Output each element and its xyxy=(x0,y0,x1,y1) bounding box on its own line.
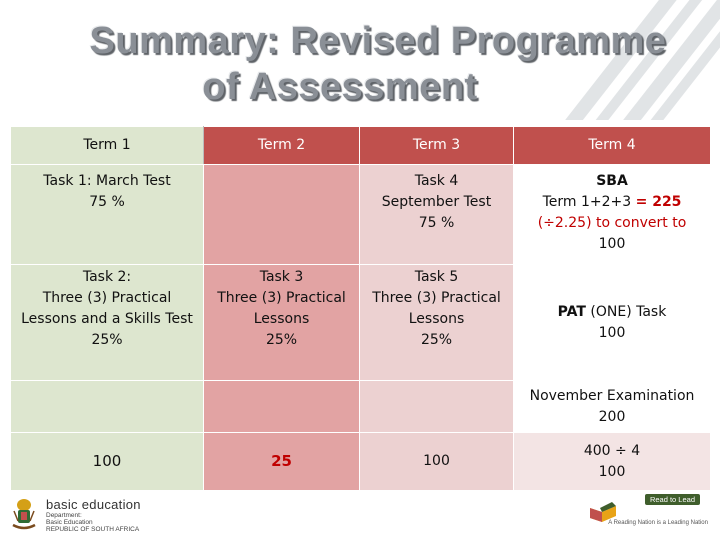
dept-label: Department: xyxy=(46,512,82,519)
task-3-desc-2: Lessons xyxy=(253,311,310,327)
table-row xyxy=(11,265,711,381)
tagline: A Reading Nation is a Leading Nation xyxy=(608,520,708,526)
title-line-1: Summary: Revised Programme xyxy=(89,20,667,62)
total-term-4 xyxy=(514,433,711,491)
task-1-weight: 75 % xyxy=(89,194,125,210)
coat-of-arms-icon xyxy=(10,497,38,533)
task-1-name: Task 1: March Test xyxy=(43,173,171,189)
assessment-table xyxy=(10,126,711,491)
total-term-2 xyxy=(204,433,360,491)
total-term-4-value: 100 xyxy=(598,463,626,480)
cell-term-2-empty xyxy=(204,165,360,265)
task-2-name: Task 2: xyxy=(82,269,132,285)
task-4-desc: September Test xyxy=(381,194,492,210)
cell-term-3-empty xyxy=(360,381,514,433)
cell-pat xyxy=(514,265,711,381)
brand-text: basic education xyxy=(46,497,141,512)
dbe-logo xyxy=(10,492,141,538)
totals-row xyxy=(11,433,711,491)
task-2-desc-2: Lessons and a Skills Test xyxy=(21,311,193,327)
task-3-desc-1: Three (3) Practical xyxy=(217,290,346,306)
sba-terms: Term 1+2+3 xyxy=(542,194,636,210)
header-term-4: Term 4 xyxy=(514,127,711,165)
header-term-2: Term 2 xyxy=(204,127,360,165)
task-2-desc-1: Three (3) Practical xyxy=(42,290,172,306)
exam-label: November Examination xyxy=(529,387,695,404)
cell-november-exam xyxy=(514,381,711,433)
dept-name: Basic Education xyxy=(46,519,93,526)
task-5-desc-1: Three (3) Practical xyxy=(372,290,501,306)
sba-total: = 225 xyxy=(635,194,682,210)
cell-term-1-empty xyxy=(11,381,204,433)
task-4-weight: 75 % xyxy=(418,215,455,231)
cell-task-3 xyxy=(204,265,360,381)
table-row xyxy=(11,381,711,433)
task-5-name: Task 5 xyxy=(414,269,459,285)
exam-value: 200 xyxy=(598,408,626,425)
sba-convert: (÷2.25) to convert to xyxy=(537,215,687,231)
country-name: REPUBLIC OF SOUTH AFRICA xyxy=(46,526,140,533)
total-term-3: 100 xyxy=(360,433,514,491)
sba-formula xyxy=(518,192,706,213)
pat-line xyxy=(518,302,706,323)
read-to-lead-logo xyxy=(588,494,708,536)
cell-term-2-empty xyxy=(204,381,360,433)
total-term-2-value: 25 xyxy=(271,452,292,470)
cell-task-2 xyxy=(11,265,204,381)
header-term-1: Term 1 xyxy=(11,127,204,165)
cell-sba xyxy=(514,165,711,265)
read-to-lead-badge: Read to Lead xyxy=(645,494,700,505)
task-3-name: Task 3 xyxy=(259,269,304,285)
page-title xyxy=(0,18,720,110)
header-row xyxy=(11,127,711,165)
task-2-weight: 25% xyxy=(91,332,123,348)
total-term-4-calc: 400 ÷ 4 xyxy=(583,442,641,459)
header-term-3: Term 3 xyxy=(360,127,514,165)
cell-task-1 xyxy=(11,165,204,265)
task-5-weight: 25% xyxy=(420,332,453,348)
task-3-weight: 25% xyxy=(265,332,298,348)
task-4-name: Task 4 xyxy=(414,173,459,189)
cell-task-5 xyxy=(360,265,514,381)
table-row xyxy=(11,165,711,265)
sba-label: SBA xyxy=(596,173,628,189)
pat-label: PAT xyxy=(557,303,586,320)
pat-desc: (ONE) Task xyxy=(585,303,667,320)
pat-value: 100 xyxy=(598,324,626,341)
task-5-desc-2: Lessons xyxy=(408,311,465,327)
cell-task-4 xyxy=(360,165,514,265)
total-term-1: 100 xyxy=(11,433,204,491)
title-line-2: of Assessment xyxy=(202,66,478,108)
sba-convert-value: 100 xyxy=(598,236,626,252)
